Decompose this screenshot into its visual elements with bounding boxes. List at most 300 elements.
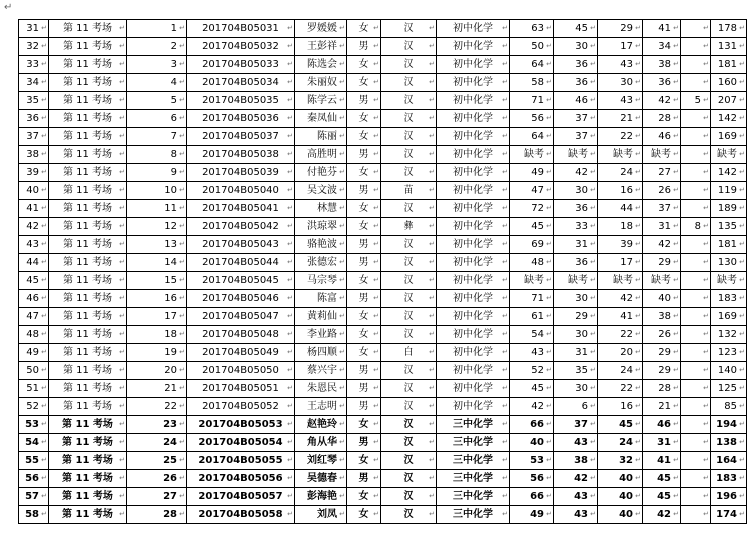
room-cell: 第 11 考场 ↵ <box>49 506 127 524</box>
ethnicity-cell: 汉 ↵ <box>381 434 437 452</box>
cell-mark: ↵ <box>429 204 435 212</box>
cell-mark: ↵ <box>546 258 552 266</box>
cell-mark: ↵ <box>673 168 679 176</box>
serial-cell: 50 ↵ <box>19 362 49 380</box>
score-3-cell: 16 ↵ <box>598 398 643 416</box>
cell-mark: ↵ <box>673 402 679 410</box>
cell-mark: ↵ <box>590 60 596 68</box>
score-1-cell: 50 ↵ <box>510 38 554 56</box>
cell-mark: ↵ <box>179 348 185 356</box>
room-cell: 第 11 考场 ↵ <box>49 362 127 380</box>
cell-mark: ↵ <box>119 276 125 284</box>
room-cell: 第 11 考场 ↵ <box>49 38 127 56</box>
score-1-cell: 64 ↵ <box>510 56 554 74</box>
serial-cell: 49 ↵ <box>19 344 49 362</box>
extra-cell <box>681 146 711 164</box>
subject-cell: 初中化学 ↵ <box>437 56 510 74</box>
cell-mark: ↵ <box>635 456 641 464</box>
cell-mark: ↵ <box>590 330 596 338</box>
table-row <box>19 182 747 200</box>
seat-cell: 10 ↵ <box>127 182 187 200</box>
cell-mark: ↵ <box>502 348 508 356</box>
cell-mark: ↵ <box>429 60 435 68</box>
score-2-cell: 缺考 ↵ <box>554 146 598 164</box>
cell-mark: ↵ <box>373 438 379 446</box>
cell-mark: ↵ <box>41 510 47 518</box>
serial-cell: 44 ↵ <box>19 254 49 272</box>
cell-mark: ↵ <box>673 24 679 32</box>
cell-mark: ↵ <box>635 240 641 248</box>
extra-cell <box>681 506 711 524</box>
room-cell: 第 11 考场 ↵ <box>49 344 127 362</box>
cell-mark: ↵ <box>373 186 379 194</box>
name-cell: 李业路 ↵ <box>295 326 347 344</box>
cell-mark: ↵ <box>502 420 508 428</box>
cell-mark: ↵ <box>119 78 125 86</box>
gender-cell: 男 ↵ <box>347 236 381 254</box>
serial-cell: 56 ↵ <box>19 470 49 488</box>
subject-cell: 初中化学 ↵ <box>437 146 510 164</box>
name-cell: 朱恩民 ↵ <box>295 380 347 398</box>
cell-mark: ↵ <box>635 42 641 50</box>
cell-mark: ↵ <box>590 474 596 482</box>
score-3-cell: 41 ↵ <box>598 308 643 326</box>
score-4-cell: 21 ↵ <box>643 398 681 416</box>
seat-cell: 3 ↵ <box>127 56 187 74</box>
subject-cell: 初中化学 ↵ <box>437 128 510 146</box>
exam-id-cell: 201704B05051 ↵ <box>187 380 295 398</box>
cell-mark: ↵ <box>41 114 47 122</box>
exam-id-cell: 201704B05052 ↵ <box>187 398 295 416</box>
cell-mark: ↵ <box>673 366 679 374</box>
exam-id-cell: 201704B05053 ↵ <box>187 416 295 434</box>
cell-mark: ↵ <box>673 240 679 248</box>
score-2-cell: 30 ↵ <box>554 290 598 308</box>
score-1-cell: 45 ↵ <box>510 380 554 398</box>
cell-mark: ↵ <box>287 420 293 428</box>
cell-mark: ↵ <box>703 240 709 248</box>
score-3-cell: 16 ↵ <box>598 182 643 200</box>
cell-mark: ↵ <box>502 492 508 500</box>
cell-mark: ↵ <box>590 510 596 518</box>
cell-mark: ↵ <box>339 276 345 284</box>
score-1-cell: 缺考 ↵ <box>510 146 554 164</box>
gender-cell: 女 ↵ <box>347 128 381 146</box>
cell-mark: ↵ <box>373 366 379 374</box>
cell-mark: ↵ <box>739 204 745 212</box>
cell-mark: ↵ <box>502 438 508 446</box>
room-cell: 第 11 考场 ↵ <box>49 452 127 470</box>
cell-mark: ↵ <box>739 294 745 302</box>
cell-mark: ↵ <box>546 222 552 230</box>
cell-mark: ↵ <box>673 258 679 266</box>
extra-cell <box>681 416 711 434</box>
table-row <box>19 218 747 236</box>
cell-mark: ↵ <box>179 78 185 86</box>
name-cell: 王彭祥 ↵ <box>295 38 347 56</box>
gender-cell: 女 ↵ <box>347 200 381 218</box>
score-4-cell: 45 ↵ <box>643 470 681 488</box>
total-cell: 142 ↵ <box>711 110 747 128</box>
ethnicity-cell: 汉 ↵ <box>381 398 437 416</box>
table-row <box>19 362 747 380</box>
ethnicity-cell: 苗 ↵ <box>381 182 437 200</box>
seat-cell: 21 ↵ <box>127 380 187 398</box>
name-cell: 罗媛媛 ↵ <box>295 20 347 38</box>
cell-mark: ↵ <box>179 438 185 446</box>
cell-mark: ↵ <box>673 456 679 464</box>
cell-mark: ↵ <box>590 276 596 284</box>
exam-id-cell: 201704B05047 ↵ <box>187 308 295 326</box>
subject-cell: 初中化学 ↵ <box>437 308 510 326</box>
cell-mark: ↵ <box>179 168 185 176</box>
cell-mark: ↵ <box>373 510 379 518</box>
total-cell: 189 ↵ <box>711 200 747 218</box>
cell-mark: ↵ <box>429 258 435 266</box>
cell-mark: ↵ <box>287 42 293 50</box>
extra-cell <box>681 128 711 146</box>
cell-mark: ↵ <box>287 438 293 446</box>
cell-mark: ↵ <box>287 402 293 410</box>
table-row <box>19 506 747 524</box>
serial-cell: 32 ↵ <box>19 38 49 56</box>
exam-id-cell: 201704B05039 ↵ <box>187 164 295 182</box>
exam-id-cell: 201704B05040 ↵ <box>187 182 295 200</box>
name-cell: 付艳芬 ↵ <box>295 164 347 182</box>
cell-mark: ↵ <box>339 312 345 320</box>
cell-mark: ↵ <box>339 42 345 50</box>
score-4-cell: 36 ↵ <box>643 74 681 92</box>
cell-mark: ↵ <box>119 132 125 140</box>
cell-mark: ↵ <box>739 456 745 464</box>
cell-mark: ↵ <box>41 96 47 104</box>
cell-mark: ↵ <box>119 312 125 320</box>
cell-mark: ↵ <box>339 420 345 428</box>
gender-cell: 女 ↵ <box>347 20 381 38</box>
gender-cell: 女 ↵ <box>347 344 381 362</box>
seat-cell: 28 ↵ <box>127 506 187 524</box>
cell-mark: ↵ <box>635 24 641 32</box>
score-3-cell: 缺考 ↵ <box>598 146 643 164</box>
cell-mark: ↵ <box>287 348 293 356</box>
cell-mark: ↵ <box>673 294 679 302</box>
score-2-cell: 36 ↵ <box>554 74 598 92</box>
cell-mark: ↵ <box>373 420 379 428</box>
subject-cell: 初中化学 ↵ <box>437 218 510 236</box>
extra-cell <box>681 38 711 56</box>
cell-mark: ↵ <box>119 384 125 392</box>
exam-id-cell: 201704B05041 ↵ <box>187 200 295 218</box>
cell-mark: ↵ <box>590 78 596 86</box>
cell-mark: ↵ <box>635 402 641 410</box>
ethnicity-cell: 汉 ↵ <box>381 38 437 56</box>
gender-cell: 女 ↵ <box>347 308 381 326</box>
cell-mark: ↵ <box>339 150 345 158</box>
exam-id-cell: 201704B05031 ↵ <box>187 20 295 38</box>
score-1-cell: 53 ↵ <box>510 452 554 470</box>
total-cell: 缺考 ↵ <box>711 272 747 290</box>
cell-mark: ↵ <box>339 186 345 194</box>
subject-cell: 初中化学 ↵ <box>437 380 510 398</box>
cell-mark: ↵ <box>339 222 345 230</box>
cell-mark: ↵ <box>635 312 641 320</box>
score-3-cell: 40 ↵ <box>598 506 643 524</box>
score-4-cell: 38 ↵ <box>643 56 681 74</box>
seat-cell: 26 ↵ <box>127 470 187 488</box>
room-cell: 第 11 考场 ↵ <box>49 398 127 416</box>
cell-mark: ↵ <box>373 240 379 248</box>
cell-mark: ↵ <box>41 168 47 176</box>
seat-cell: 13 ↵ <box>127 236 187 254</box>
cell-mark: ↵ <box>502 474 508 482</box>
cell-mark: ↵ <box>287 330 293 338</box>
room-cell: 第 11 考场 ↵ <box>49 416 127 434</box>
name-cell: 骆艳波 ↵ <box>295 236 347 254</box>
cell-mark: ↵ <box>429 330 435 338</box>
cell-mark: ↵ <box>429 96 435 104</box>
cell-mark: ↵ <box>703 42 709 50</box>
cell-mark: ↵ <box>119 402 125 410</box>
room-cell: 第 11 考场 ↵ <box>49 434 127 452</box>
cell-mark: ↵ <box>41 24 47 32</box>
cell-mark: ↵ <box>119 114 125 122</box>
total-cell: 85 ↵ <box>711 398 747 416</box>
cell-mark: ↵ <box>41 366 47 374</box>
subject-cell: 初中化学 ↵ <box>437 110 510 128</box>
cell-mark: ↵ <box>179 204 185 212</box>
ethnicity-cell: 汉 ↵ <box>381 254 437 272</box>
score-1-cell: 54 ↵ <box>510 326 554 344</box>
cell-mark: ↵ <box>673 204 679 212</box>
cell-mark: ↵ <box>179 222 185 230</box>
total-cell: 138 ↵ <box>711 434 747 452</box>
name-cell: 洪琼翠 ↵ <box>295 218 347 236</box>
cell-mark: ↵ <box>287 222 293 230</box>
cell-mark: ↵ <box>179 24 185 32</box>
table-row <box>19 308 747 326</box>
seat-cell: 15 ↵ <box>127 272 187 290</box>
subject-cell: 三中化学 ↵ <box>437 506 510 524</box>
cell-mark: ↵ <box>703 474 709 482</box>
cell-mark: ↵ <box>703 114 709 122</box>
score-4-cell: 31 ↵ <box>643 434 681 452</box>
score-3-cell: 24 ↵ <box>598 164 643 182</box>
name-cell: 刘凤 ↵ <box>295 506 347 524</box>
cell-mark: ↵ <box>739 330 745 338</box>
seat-cell: 22 ↵ <box>127 398 187 416</box>
cell-mark: ↵ <box>287 78 293 86</box>
score-1-cell: 58 ↵ <box>510 74 554 92</box>
cell-mark: ↵ <box>739 366 745 374</box>
cell-mark: ↵ <box>339 438 345 446</box>
cell-mark: ↵ <box>41 330 47 338</box>
exam-id-cell: 201704B05037 ↵ <box>187 128 295 146</box>
seat-cell: 8 ↵ <box>127 146 187 164</box>
total-cell: 174 ↵ <box>711 506 747 524</box>
table-row <box>19 200 747 218</box>
cell-mark: ↵ <box>41 348 47 356</box>
total-cell: 196 ↵ <box>711 488 747 506</box>
cell-mark: ↵ <box>41 258 47 266</box>
cell-mark: ↵ <box>635 294 641 302</box>
cell-mark: ↵ <box>739 60 745 68</box>
seat-cell: 9 ↵ <box>127 164 187 182</box>
cell-mark: ↵ <box>119 474 125 482</box>
cell-mark: ↵ <box>41 240 47 248</box>
cell-mark: ↵ <box>119 294 125 302</box>
cell-mark: ↵ <box>590 42 596 50</box>
ethnicity-cell: 汉 ↵ <box>381 308 437 326</box>
score-1-cell: 61 ↵ <box>510 308 554 326</box>
gender-cell: 女 ↵ <box>347 164 381 182</box>
cell-mark: ↵ <box>739 240 745 248</box>
cell-mark: ↵ <box>546 492 552 500</box>
ethnicity-cell: 汉 ↵ <box>381 92 437 110</box>
score-1-cell: 69 ↵ <box>510 236 554 254</box>
extra-cell <box>681 452 711 470</box>
serial-cell: 38 ↵ <box>19 146 49 164</box>
cell-mark: ↵ <box>546 42 552 50</box>
score-4-cell: 45 ↵ <box>643 488 681 506</box>
ethnicity-cell: 白 ↵ <box>381 344 437 362</box>
cell-mark: ↵ <box>703 312 709 320</box>
ethnicity-cell: 汉 ↵ <box>381 200 437 218</box>
cell-mark: ↵ <box>502 42 508 50</box>
name-cell: 朱丽奴 ↵ <box>295 74 347 92</box>
serial-cell: 37 ↵ <box>19 128 49 146</box>
cell-mark: ↵ <box>339 258 345 266</box>
exam-id-cell: 201704B05058 ↵ <box>187 506 295 524</box>
serial-cell: 58 ↵ <box>19 506 49 524</box>
serial-cell: 35 ↵ <box>19 92 49 110</box>
cell-mark: ↵ <box>546 474 552 482</box>
score-2-cell: 33 ↵ <box>554 218 598 236</box>
cell-mark: ↵ <box>590 258 596 266</box>
cell-mark: ↵ <box>546 168 552 176</box>
cell-mark: ↵ <box>41 402 47 410</box>
cell-mark: ↵ <box>703 492 709 500</box>
table-row <box>19 38 747 56</box>
seat-cell: 27 ↵ <box>127 488 187 506</box>
name-cell: 张德宏 ↵ <box>295 254 347 272</box>
cell-mark: ↵ <box>373 96 379 104</box>
cell-mark: ↵ <box>179 150 185 158</box>
cell-mark: ↵ <box>429 474 435 482</box>
score-1-cell: 66 ↵ <box>510 416 554 434</box>
score-2-cell: 43 ↵ <box>554 434 598 452</box>
seat-cell: 11 ↵ <box>127 200 187 218</box>
table-row <box>19 452 747 470</box>
cell-mark: ↵ <box>339 168 345 176</box>
cell-mark: ↵ <box>119 456 125 464</box>
table-row <box>19 254 747 272</box>
name-cell: 王志明 ↵ <box>295 398 347 416</box>
score-2-cell: 35 ↵ <box>554 362 598 380</box>
score-4-cell: 26 ↵ <box>643 182 681 200</box>
total-cell: 142 ↵ <box>711 164 747 182</box>
score-1-cell: 49 ↵ <box>510 506 554 524</box>
score-2-cell: 31 ↵ <box>554 344 598 362</box>
name-cell: 陈富 ↵ <box>295 290 347 308</box>
seat-cell: 7 ↵ <box>127 128 187 146</box>
extra-cell <box>681 380 711 398</box>
subject-cell: 初中化学 ↵ <box>437 398 510 416</box>
cell-mark: ↵ <box>502 330 508 338</box>
cell-mark: ↵ <box>703 456 709 464</box>
exam-id-cell: 201704B05033 ↵ <box>187 56 295 74</box>
cell-mark: ↵ <box>590 402 596 410</box>
cell-mark: ↵ <box>429 420 435 428</box>
exam-id-cell: 201704B05046 ↵ <box>187 290 295 308</box>
cell-mark: ↵ <box>429 510 435 518</box>
cell-mark: ↵ <box>339 60 345 68</box>
name-cell: 吴德春 ↵ <box>295 470 347 488</box>
cell-mark: ↵ <box>339 510 345 518</box>
table-row <box>19 164 747 182</box>
table-row <box>19 110 747 128</box>
table-row <box>19 92 747 110</box>
cell-mark: ↵ <box>502 186 508 194</box>
cell-mark: ↵ <box>179 510 185 518</box>
score-3-cell: 40 ↵ <box>598 488 643 506</box>
cell-mark: ↵ <box>635 492 641 500</box>
score-2-cell: 30 ↵ <box>554 38 598 56</box>
cell-mark: ↵ <box>429 348 435 356</box>
cell-mark: ↵ <box>41 384 47 392</box>
cell-mark: ↵ <box>373 60 379 68</box>
cell-mark: ↵ <box>502 132 508 140</box>
cell-mark: ↵ <box>179 240 185 248</box>
cell-mark: ↵ <box>590 456 596 464</box>
table-row <box>19 326 747 344</box>
subject-cell: 初中化学 ↵ <box>437 236 510 254</box>
extra-cell <box>681 470 711 488</box>
subject-cell: 初中化学 ↵ <box>437 164 510 182</box>
cell-mark: ↵ <box>546 24 552 32</box>
ethnicity-cell: 汉 ↵ <box>381 164 437 182</box>
cell-mark: ↵ <box>179 132 185 140</box>
name-cell: 刘红琴 ↵ <box>295 452 347 470</box>
total-cell: 194 ↵ <box>711 416 747 434</box>
cell-mark: ↵ <box>287 186 293 194</box>
score-4-cell: 46 ↵ <box>643 128 681 146</box>
room-cell: 第 11 考场 ↵ <box>49 110 127 128</box>
cell-mark: ↵ <box>739 492 745 500</box>
exam-id-cell: 201704B05044 ↵ <box>187 254 295 272</box>
serial-cell: 43 ↵ <box>19 236 49 254</box>
gender-cell: 男 ↵ <box>347 398 381 416</box>
exam-id-cell: 201704B05036 ↵ <box>187 110 295 128</box>
subject-cell: 初中化学 ↵ <box>437 200 510 218</box>
cell-mark: ↵ <box>635 474 641 482</box>
cell-mark: ↵ <box>373 348 379 356</box>
cell-mark: ↵ <box>287 492 293 500</box>
cell-mark: ↵ <box>546 186 552 194</box>
exam-id-cell: 201704B05045 ↵ <box>187 272 295 290</box>
seat-cell: 23 ↵ <box>127 416 187 434</box>
cell-mark: ↵ <box>635 366 641 374</box>
cell-mark: ↵ <box>703 24 709 32</box>
cell-mark: ↵ <box>373 150 379 158</box>
gender-cell: 男 ↵ <box>347 470 381 488</box>
cell-mark: ↵ <box>119 366 125 374</box>
room-cell: 第 11 考场 ↵ <box>49 146 127 164</box>
name-cell: 黄莉仙 ↵ <box>295 308 347 326</box>
score-4-cell: 29 ↵ <box>643 362 681 380</box>
score-1-cell: 48 ↵ <box>510 254 554 272</box>
score-2-cell: 30 ↵ <box>554 182 598 200</box>
cell-mark: ↵ <box>635 204 641 212</box>
